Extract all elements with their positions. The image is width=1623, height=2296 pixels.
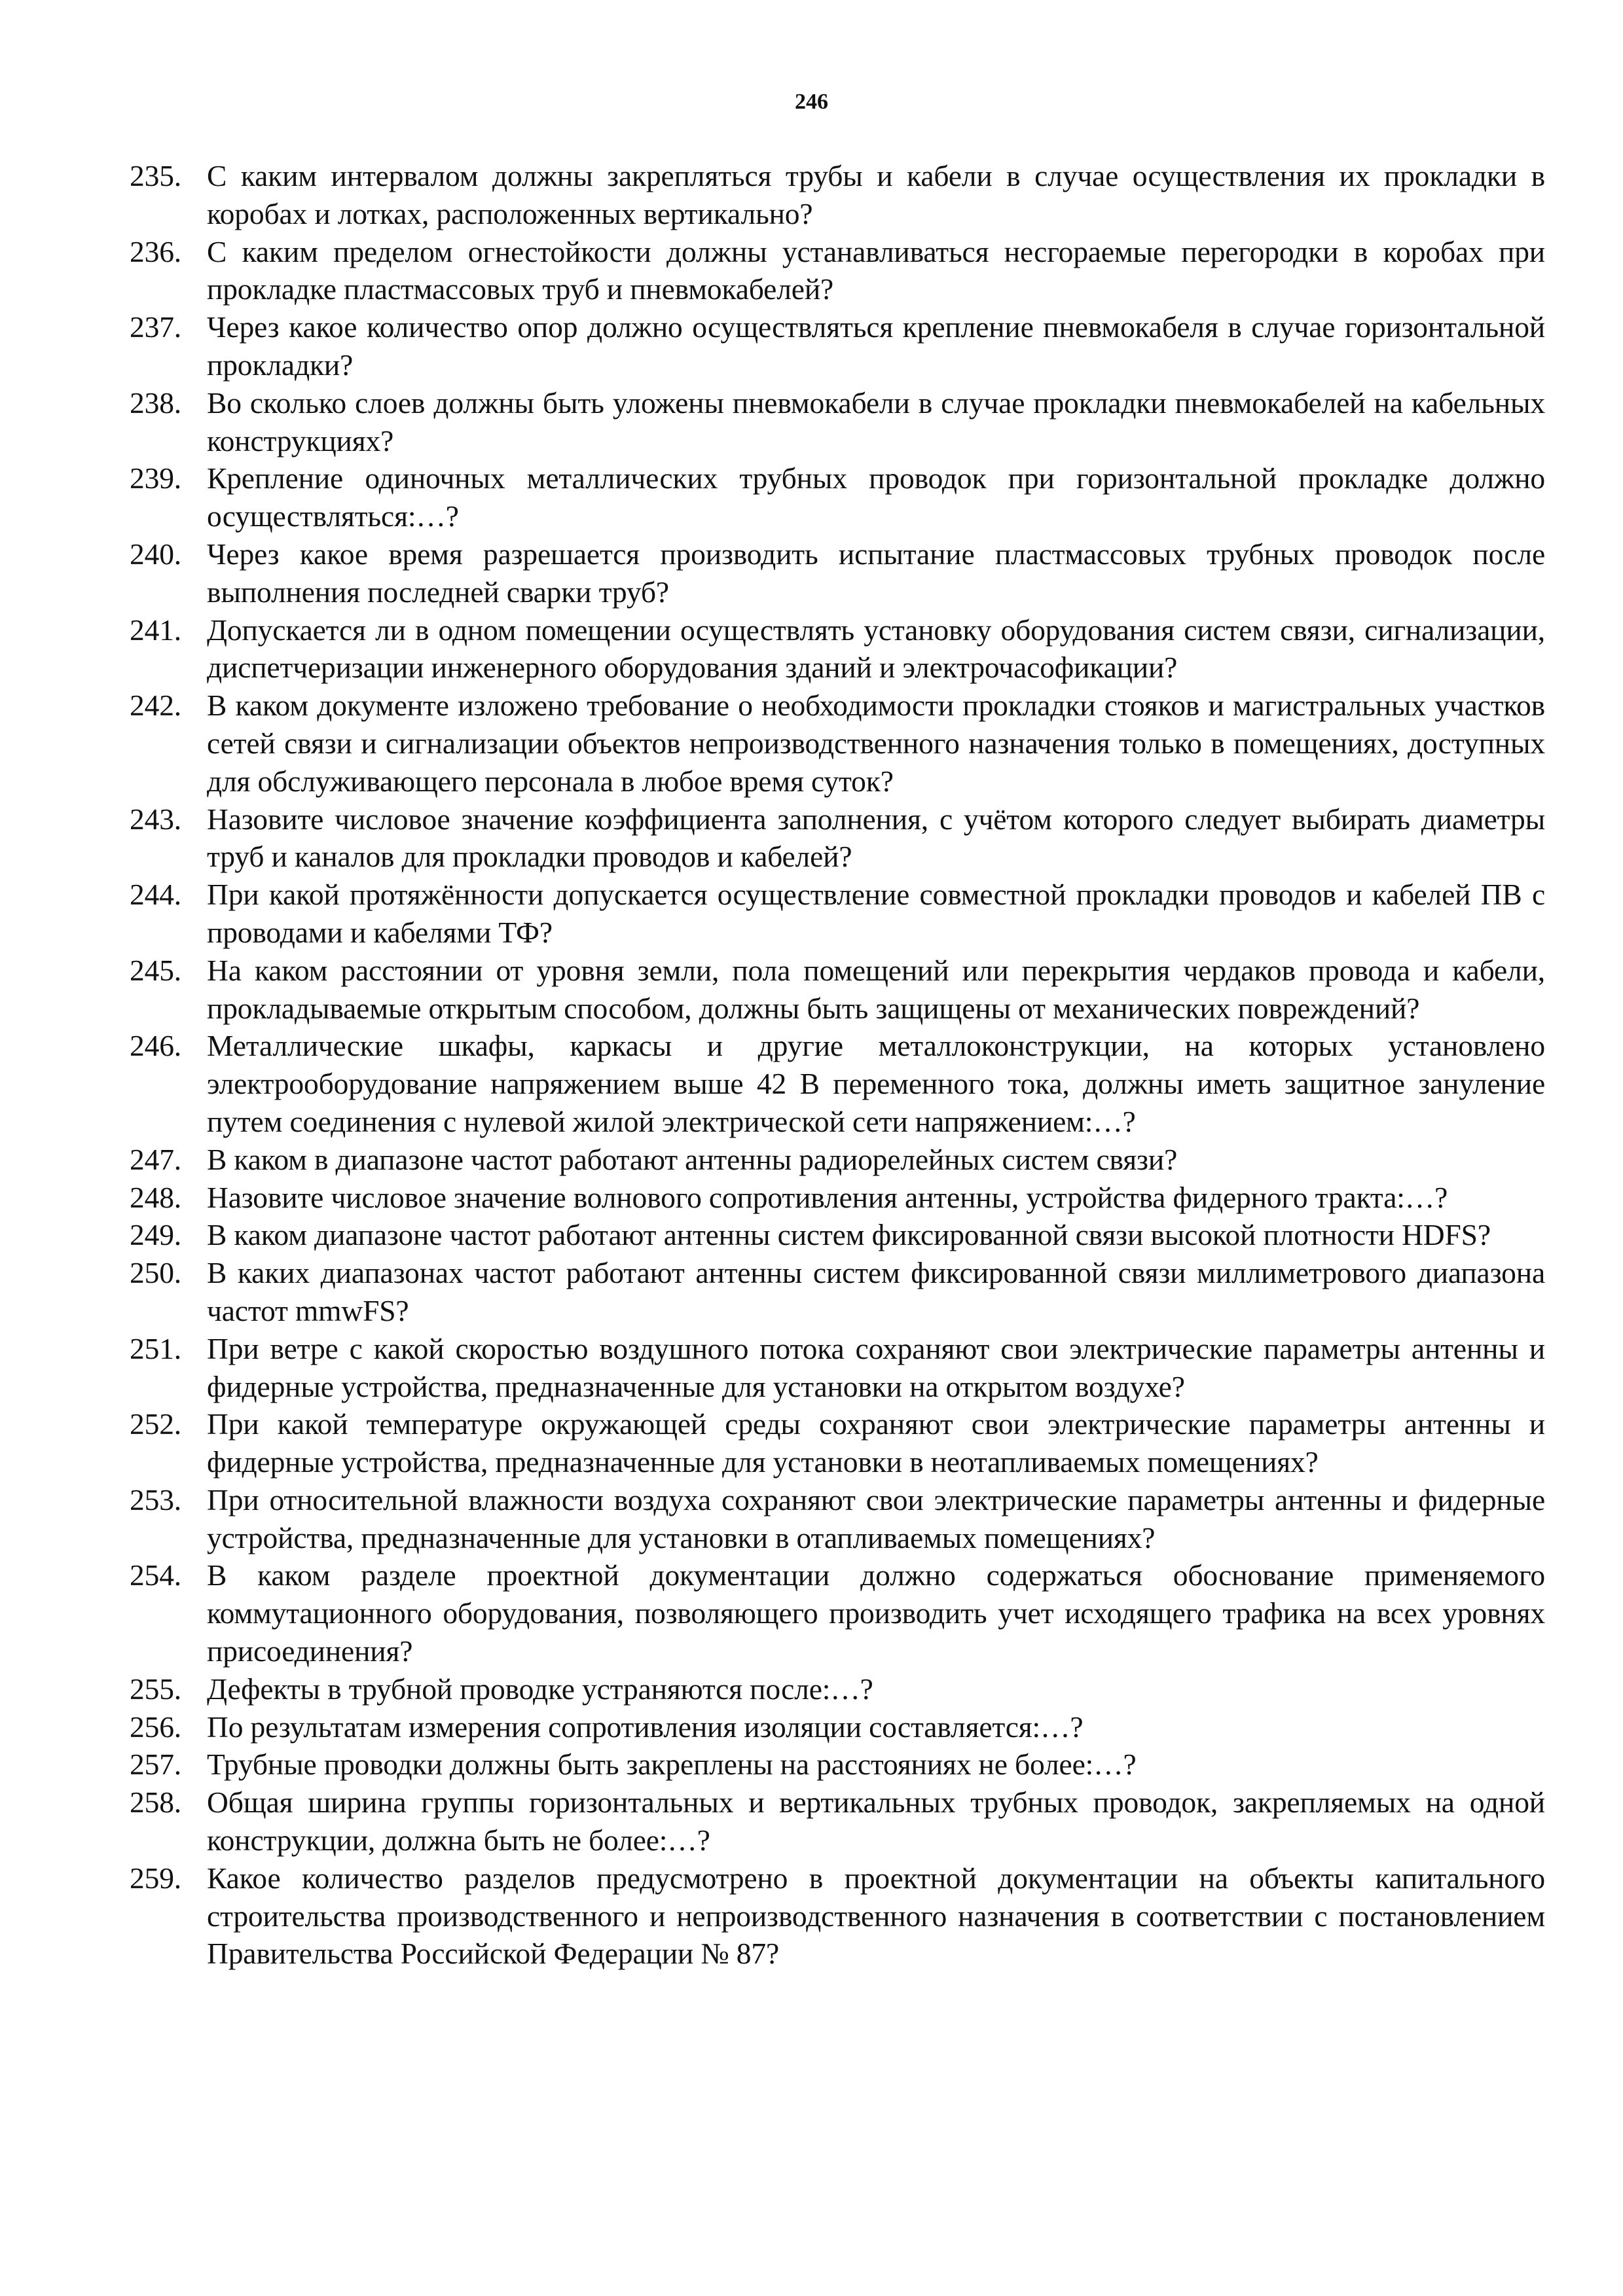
question-item: [130, 1027, 1545, 1140]
question-text: Крепление одиночных металлических трубных проводок при горизонтальной прокладке должно осуществляться:…?: [207, 461, 1545, 533]
question-item: [130, 687, 1545, 800]
question-item: [130, 1141, 1545, 1179]
question-number: 256.: [130, 1710, 182, 1744]
question-text: На каком расстоянии от уровня земли, пола помещений или перекрытия чердаков провода и кабели, прокладываемые открытым способом, должны быть защищены от механических повреждений?: [207, 953, 1545, 1025]
question-number: 249.: [130, 1218, 182, 1252]
question-number: 242.: [130, 689, 182, 723]
question-number: 235.: [130, 159, 182, 192]
question-text: Назовите числовое значение волнового сопротивления антенны, устройства фидерного тракта:…?: [207, 1180, 1448, 1214]
question-number: 236.: [130, 234, 182, 268]
question-list: [130, 157, 1545, 1973]
question-item: [130, 233, 1545, 309]
question-item: [130, 1708, 1545, 1746]
question-item: [130, 1746, 1545, 1784]
question-number: 244.: [130, 878, 182, 912]
question-item: [130, 876, 1545, 952]
question-text: Трубные проводки должны быть закреплены на расстояниях не более:…?: [207, 1748, 1137, 1782]
question-number: 238.: [130, 386, 182, 420]
question-item: [130, 459, 1545, 535]
question-text: Дефекты в трубной проводке устраняются после:…?: [207, 1672, 873, 1706]
question-text: В каком документе изложено требование о необходимости прокладки стояков и магистральных участков сетей связи и сигнализации объектов непроизводственного назначения только в помещениях, доступных для обслуживающего персонала в любое время суток?: [207, 689, 1545, 798]
question-number: 259.: [130, 1861, 182, 1895]
question-item: [130, 308, 1545, 384]
question-number: 247.: [130, 1142, 182, 1176]
question-text: В каком в диапазоне частот работают антенны радиорелейных систем связи?: [207, 1142, 1178, 1176]
question-number: 248.: [130, 1180, 182, 1214]
question-text: С каким пределом огнестойкости должны устанавливаться несгораемые перегородки в коробах при прокладке пластмассовых труб и пневмокабелей?: [207, 234, 1545, 306]
question-text: В каком разделе проектной документации должно содержаться обоснование применяемого коммутационного оборудования, позволяющего производить учет исходящего трафика на всех уровнях присоединения?: [207, 1558, 1545, 1668]
question-number: 246.: [130, 1029, 182, 1063]
question-text: Какое количество разделов предусмотрено в проектной документации на объекты капитального строительства производственного и непроизводственного назначения в соответствии с постановлением Правительства Российской Федерации № 87?: [207, 1861, 1545, 1971]
question-text: Во сколько слоев должны быть уложены пневмокабели в случае прокладки пневмокабелей на кабельных конструкциях?: [207, 386, 1545, 457]
question-text: В каком диапазоне частот работают антенны систем фиксированной связи высокой плотности HDFS?: [207, 1218, 1491, 1252]
question-item: [130, 1179, 1545, 1217]
question-item: [130, 952, 1545, 1028]
question-number: 257.: [130, 1748, 182, 1782]
question-item: [130, 384, 1545, 460]
question-number: 252.: [130, 1407, 182, 1441]
question-item: [130, 1556, 1545, 1670]
question-number: 251.: [130, 1331, 182, 1365]
question-text: По результатам измерения сопротивления изоляции составляется:…?: [207, 1710, 1084, 1744]
question-text: При относительной влажности воздуха сохраняют свои электрические параметры антенны и фидерные устройства, предназначенные для установки в отапливаемых помещениях?: [207, 1482, 1545, 1554]
question-text: Через какое время разрешается производить испытание пластмассовых трубных проводок после выполнения последней сварки труб?: [207, 537, 1545, 609]
question-item: [130, 157, 1545, 233]
question-text: Допускается ли в одном помещении осуществлять установку оборудования систем связи, сигнализации, диспетчеризации инженерного оборудования зданий и электрочасофикации?: [207, 613, 1545, 685]
question-item: [130, 1405, 1545, 1481]
question-text: Через какое количество опор должно осуществляться крепление пневмокабеля в случае горизонтальной прокладки?: [207, 310, 1545, 382]
question-item: [130, 535, 1545, 611]
question-text: При ветре с какой скоростью воздушного потока сохраняют свои электрические параметры антенны и фидерные устройства, предназначенные для установки на открытом воздухе?: [207, 1331, 1545, 1403]
question-item: [130, 1784, 1545, 1859]
question-text: С каким интервалом должны закрепляться трубы и кабели в случае осуществления их прокладки в коробах и лотках, расположенных вертикально?: [207, 159, 1545, 230]
question-number: 243.: [130, 802, 182, 836]
question-item: [130, 1216, 1545, 1254]
question-number: 255.: [130, 1672, 182, 1706]
question-number: 254.: [130, 1558, 182, 1592]
question-item: [130, 1670, 1545, 1708]
question-item: [130, 1481, 1545, 1557]
question-text: Металлические шкафы, каркасы и другие металлоконструкции, на которых установлено электрооборудование напряжением выше 42 В переменного тока, должны иметь защитное зануление путем соединения с нулевой жилой электрической сети напряжением:…?: [207, 1029, 1545, 1138]
question-item: [130, 1859, 1545, 1973]
question-text: Назовите числовое значение коэффициента заполнения, с учётом которого следует выбирать диаметры труб и каналов для прокладки проводов и кабелей?: [207, 802, 1545, 874]
question-number: 250.: [130, 1256, 182, 1290]
question-number: 253.: [130, 1482, 182, 1516]
question-number: 240.: [130, 537, 182, 571]
question-item: [130, 611, 1545, 687]
question-text: Общая ширина группы горизонтальных и вертикальных трубных проводок, закрепляемых на одной конструкции, должна быть не более:…?: [207, 1785, 1545, 1857]
question-text: В каких диапазонах частот работают антенны систем фиксированной связи миллиметрового диапазона частот mmwFS?: [207, 1256, 1545, 1327]
question-item: [130, 800, 1545, 876]
question-text: При какой протяжённости допускается осуществление совместной прокладки проводов и кабелей ПВ с проводами и кабелями ТФ?: [207, 878, 1545, 949]
question-item: [130, 1330, 1545, 1406]
question-number: 237.: [130, 310, 182, 344]
question-number: 245.: [130, 953, 182, 987]
question-number: 241.: [130, 613, 182, 647]
question-item: [130, 1254, 1545, 1330]
question-text: При какой температуре окружающей среды сохраняют свои электрические параметры антенны и фидерные устройства, предназначенные для установки в неотапливаемых помещениях?: [207, 1407, 1545, 1479]
page-number: 246: [795, 90, 828, 114]
question-number: 258.: [130, 1785, 182, 1820]
question-number: 239.: [130, 461, 182, 495]
